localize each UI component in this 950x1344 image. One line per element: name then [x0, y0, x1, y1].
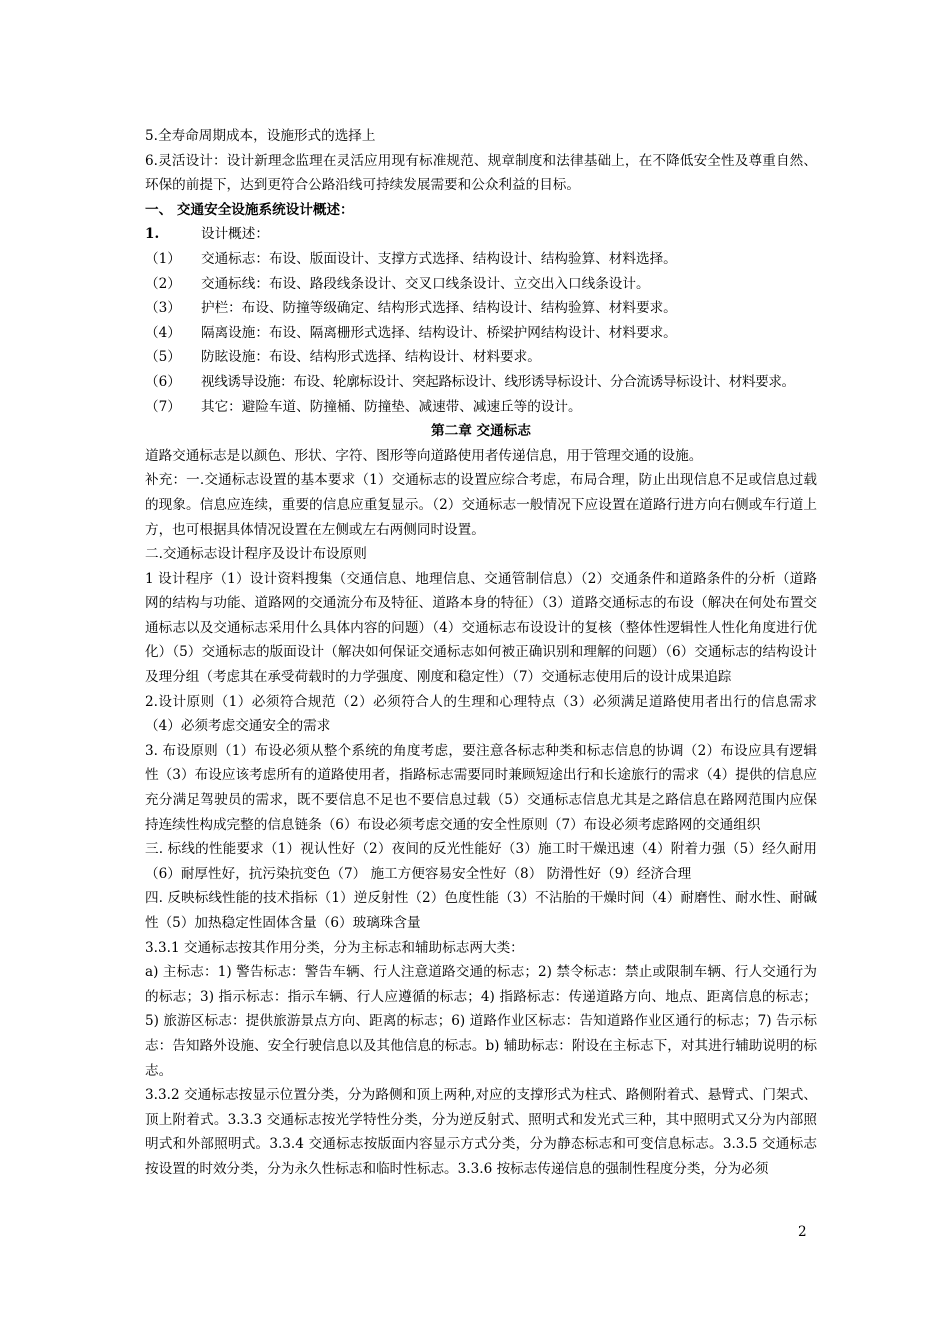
intro-line-6: 6.灵活设计：设计新理念监理在灵活应用现有标准规范、规章制度和法律基础上，在不降低安全性及尊重自然、环保的前提下，达到更符合公路沿线可持续发展需要和公众利益的目标。	[145, 152, 817, 194]
list-item-text: 交通标线：布设、路段线条设计、交叉口线条设计、立交出入口线条设计。	[201, 275, 650, 292]
list-item	[145, 247, 817, 272]
sub-heading-number: 1.	[145, 226, 160, 243]
list-item-number: （4）	[145, 324, 181, 341]
list-item	[145, 296, 817, 321]
list-item-number: （2）	[145, 275, 181, 292]
paragraph: 2.设计原则（1）必须符合规范（2）必须符合人的生理和心理特点（3）必须满足道路使用者出行的信息需求（4）必须考虑交通安全的需求	[145, 693, 817, 735]
list-item-text: 其它：避险车道、防撞桶、防撞垫、减速带、减速丘等的设计。	[201, 398, 582, 415]
list-item-text: 隔离设施：布设、隔离栅形式选择、结构设计、桥梁护网结构设计、材料要求。	[201, 324, 677, 341]
chapter-title: 第二章 交通标志	[431, 423, 531, 440]
paragraph: 3.3.1 交通标志按其作用分类，分为主标志和辅助标志两大类：	[145, 939, 524, 956]
paragraph: 四. 反映标线性能的技术指标（1）逆反射性（2）色度性能（3）不沾胎的干燥时间（4）耐磨性、耐水性、耐碱性（5）加热稳定性固体含量（6）玻璃珠含量	[145, 890, 817, 931]
list-item-number: （3）	[145, 300, 181, 317]
paragraph: 3. 布设原则（1）布设必须从整个系统的角度考虑，要注意各标志种类和标志信息的协调（2）布设应具有逻辑性（3）布设应该考虑所有的道路使用者，指路标志需要同时兼顾短途出行和长途旅行的需求（4）提供的信息应充分满足驾驶员的需求，既不要信息不足也不要信息过载（5）交通标志信息尤其是之路信息在路网范围内应保持连续性构成完整的信息链条（6）布设必须考虑交通的安全性原则（7）布设必须考虑路网的交通组织	[145, 742, 817, 833]
paragraph: a) 主标志：1) 警告标志：警告车辆、行人注意道路交通的标志；2) 禁令标志：禁止或限制车辆、行人交通行为的标志；3) 指示标志：指示车辆、行人应遵循的标志；4) 指路标志：传递道路方向、地点、距离信息的标志；5) 旅游区标志：提供旅游景点方向、距离的标志；6) 道路作业区标志：告知道路作业区通行的标志；7) 告示标志：告知路外设施、安全行驶信息以及其他信息的标志。b) 辅助标志：附设在主标志下，对其进行辅助说明的标志。	[145, 964, 817, 1079]
list-item-text: 交通标志：布设、版面设计、支撑方式选择、结构设计、结构验算、材料选择。	[201, 250, 677, 267]
list-item-number: （5）	[145, 349, 181, 366]
page-number: 2	[798, 1224, 807, 1240]
paragraph: 三. 标线的性能要求（1）视认性好（2）夜间的反光性能好（3）施工时干燥迅速（4）附着力强（5）经久耐用（6）耐厚性好，抗污染抗变色（7） 施工方便容易安全性好（8） 防滑性好（9）经济合理	[145, 841, 817, 882]
paragraph: 3.3.2 交通标志按显示位置分类，分为路侧和顶上两种,对应的支撑形式为柱式、路侧附着式、悬臂式、门架式、顶上附着式。3.3.3 交通标志按光学特性分类，分为逆反射式、照明式和发光式三种，其中照明式又分为内部照明式和外部照明式。3.3.4 交通标志按版面内容显示方式分类，分为静态标志和可变信息标志。3.3.5 交通标志按设置的时效分类，分为永久性标志和临时性标志。3.3.6 按标志传递信息的强制性程度分类，分为必须	[145, 1087, 817, 1177]
intro-line-5: 5.全寿命周期成本，设施形式的选择上	[145, 128, 376, 144]
paragraph: 1 设计程序（1）设计资料搜集（交通信息、地理信息、交通管制信息）（2）交通条件和道路条件的分析（道路网的结构与功能、道路网的交通流分布及特征、道路本身的特征）（3）道路交通标志的布设（解决在何处布置交通标志以及交通标志采用什么具体内容的问题）（4）交通标志布设设计的复核（整体性逻辑性人性化角度进行优化）（5）交通标志的版面设计（解决如何保证交通标志如何被正确识别和理解的问题）（6）交通标志的结构设计及理分组（考虑其在承受荷载时的力学强度、刚度和稳定性）（7）交通标志使用后的设计成果追踪	[145, 570, 817, 686]
list-item-text: 视线诱导设施：布设、轮廓标设计、突起路标设计、线形诱导标设计、分合流诱导标设计、材料要求。	[201, 373, 795, 390]
list-item	[145, 321, 817, 346]
section-heading: 一、 交通安全设施系统设计概述：	[145, 201, 354, 218]
paragraph: 道路交通标志是以颜色、形状、字符、图形等向道路使用者传递信息，用于管理交通的设施。	[145, 447, 703, 464]
paragraph: 二.交通标志设计程序及设计布设原则	[145, 546, 367, 563]
paragraph: 补充：一.交通标志设置的基本要求（1）交通标志的设置应综合考虑，布局合理，防止出现信息不足或信息过载的现象。信息应连续，重要的信息应重复显示。（2）交通标志一般情况下应设置在道路行进方向右侧或车行道上方，也可根据具体情况设置在左侧或左右两侧同时设置。	[145, 472, 817, 538]
sub-heading	[145, 222, 817, 247]
list-item-text: 护栏：布设、防撞等级确定、结构形式选择、结构设计、结构验算、材料要求。	[201, 300, 677, 317]
list-item	[145, 272, 817, 297]
list-item	[145, 395, 817, 420]
sub-heading-text: 设计概述：	[201, 226, 269, 243]
list-item-number: （6）	[145, 373, 181, 390]
list-item	[145, 345, 817, 370]
list-item	[145, 370, 817, 395]
list-item-text: 防眩设施：布设、结构形式选择、结构设计、材料要求。	[201, 349, 541, 366]
document-body	[145, 124, 817, 1182]
list-item-number: （1）	[145, 250, 181, 267]
list-item-number: （7）	[145, 398, 181, 415]
